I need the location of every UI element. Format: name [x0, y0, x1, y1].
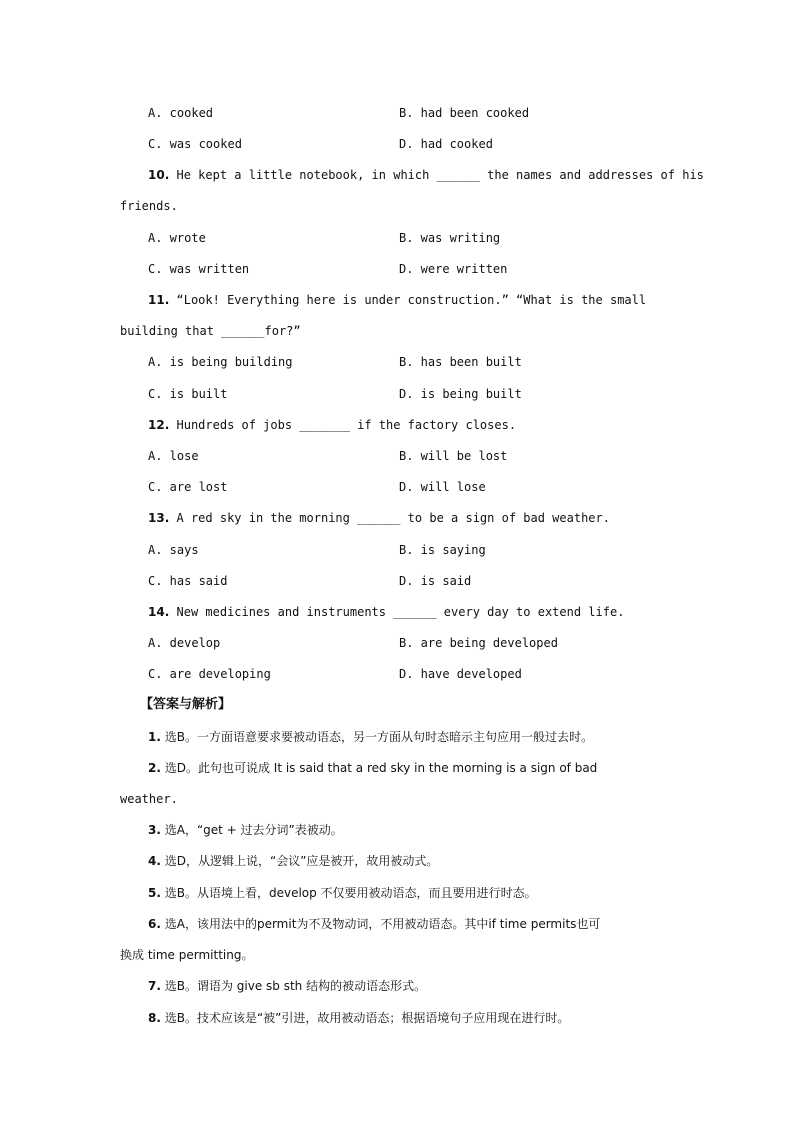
- answer-1: [148, 729, 593, 745]
- answer-7: [148, 978, 426, 994]
- q13-option-a: A. says: [148, 543, 199, 557]
- answer-3-text: 选A，“get + 过去分词”表被动。: [160, 823, 343, 837]
- q14-option-c: C. are developing: [148, 667, 271, 681]
- q11-stem-cont: building that ______for?”: [120, 324, 301, 338]
- q13-option-b: B. is saying: [399, 543, 486, 557]
- answer-4-number: 4.: [148, 854, 161, 868]
- answer-8-text: 选B。技术应该是“被”引进，故用被动语态；根据语境句子应用现在进行时。: [160, 1011, 570, 1025]
- q10-option-c: C. was written: [148, 262, 250, 276]
- q10-number: 10.: [148, 168, 170, 182]
- q13-text: A red sky in the morning ______ to be a sign of bad weather.: [169, 511, 610, 525]
- q10-option-b: B. was writing: [399, 231, 501, 245]
- answer-6-cont: 换成 time permitting。: [120, 948, 254, 962]
- answer-5-text: 选B。从语境上看，develop 不仅要用被动语态，而且要用进行时态。: [160, 886, 537, 900]
- q9-option-a: A. cooked: [148, 106, 214, 120]
- answer-6: [148, 916, 600, 932]
- answer-2-text: 选D。此句也可说成 It is said that a red sky in the morning is a sign of bad: [160, 761, 598, 775]
- q11-option-d: D. is being built: [399, 387, 522, 401]
- answers-heading: 【答案与解析】: [140, 697, 232, 712]
- q12-option-c: C. are lost: [148, 480, 228, 494]
- q10-text: He kept a little notebook, in which ______ the names and addresses of his: [169, 168, 704, 182]
- answer-7-number: 7.: [148, 979, 161, 993]
- q11-stem: [148, 292, 646, 308]
- q11-text: “Look! Everything here is under construction.” “What is the small: [169, 293, 647, 307]
- q14-number: 14.: [148, 605, 170, 619]
- q11-option-b: B. has been built: [399, 355, 522, 369]
- answer-1-number: 1.: [148, 730, 161, 744]
- q9-option-b: B. had been cooked: [399, 106, 530, 120]
- q14-stem: [148, 604, 624, 620]
- q9-option-d: D. had cooked: [399, 137, 493, 151]
- answer-8-number: 8.: [148, 1011, 161, 1025]
- answer-2-cont: weather.: [120, 792, 178, 806]
- answer-6-number: 6.: [148, 917, 161, 931]
- q11-option-a: A. is being building: [148, 355, 293, 369]
- q12-number: 12.: [148, 418, 170, 432]
- answer-1-text: 选B。一方面语意要求要被动语态，另一方面从句时态暗示主句应用一般过去时。: [160, 730, 593, 744]
- q11-number: 11.: [148, 293, 170, 307]
- q10-option-a: A. wrote: [148, 231, 206, 245]
- q14-option-d: D. have developed: [399, 667, 522, 681]
- q14-option-b: B. are being developed: [399, 636, 558, 650]
- q9-option-c: C. was cooked: [148, 137, 242, 151]
- q10-option-d: D. were written: [399, 262, 508, 276]
- answer-2-number: 2.: [148, 761, 161, 775]
- q12-option-b: B. will be lost: [399, 449, 508, 463]
- answer-2: [148, 760, 597, 776]
- q13-stem: [148, 510, 610, 526]
- q11-option-c: C. is built: [148, 387, 228, 401]
- answer-5-number: 5.: [148, 886, 161, 900]
- answer-6-text: 选A，该用法中的permit为不及物动词，不用被动语态。其中if time permits也可: [160, 917, 601, 931]
- q10-stem-cont: friends.: [120, 199, 178, 213]
- q12-stem: [148, 417, 516, 433]
- q10-stem: [148, 167, 704, 183]
- q12-option-d: D. will lose: [399, 480, 486, 494]
- answer-3-number: 3.: [148, 823, 161, 837]
- answer-4-text: 选D，从逻辑上说，“会议”应是被开，故用被动式。: [160, 854, 439, 868]
- answer-3: [148, 822, 343, 838]
- q12-option-a: A. lose: [148, 449, 199, 463]
- q13-option-c: C. has said: [148, 574, 228, 588]
- answer-7-text: 选B。谓语为 give sb sth 结构的被动语态形式。: [160, 979, 427, 993]
- q12-text: Hundreds of jobs _______ if the factory closes.: [169, 418, 517, 432]
- q14-option-a: A. develop: [148, 636, 221, 650]
- answer-5: [148, 885, 537, 901]
- q14-text: New medicines and instruments ______ every day to extend life.: [169, 605, 625, 619]
- q13-option-d: D. is said: [399, 574, 472, 588]
- answer-8: [148, 1010, 569, 1026]
- answer-4: [148, 853, 438, 869]
- q13-number: 13.: [148, 511, 170, 525]
